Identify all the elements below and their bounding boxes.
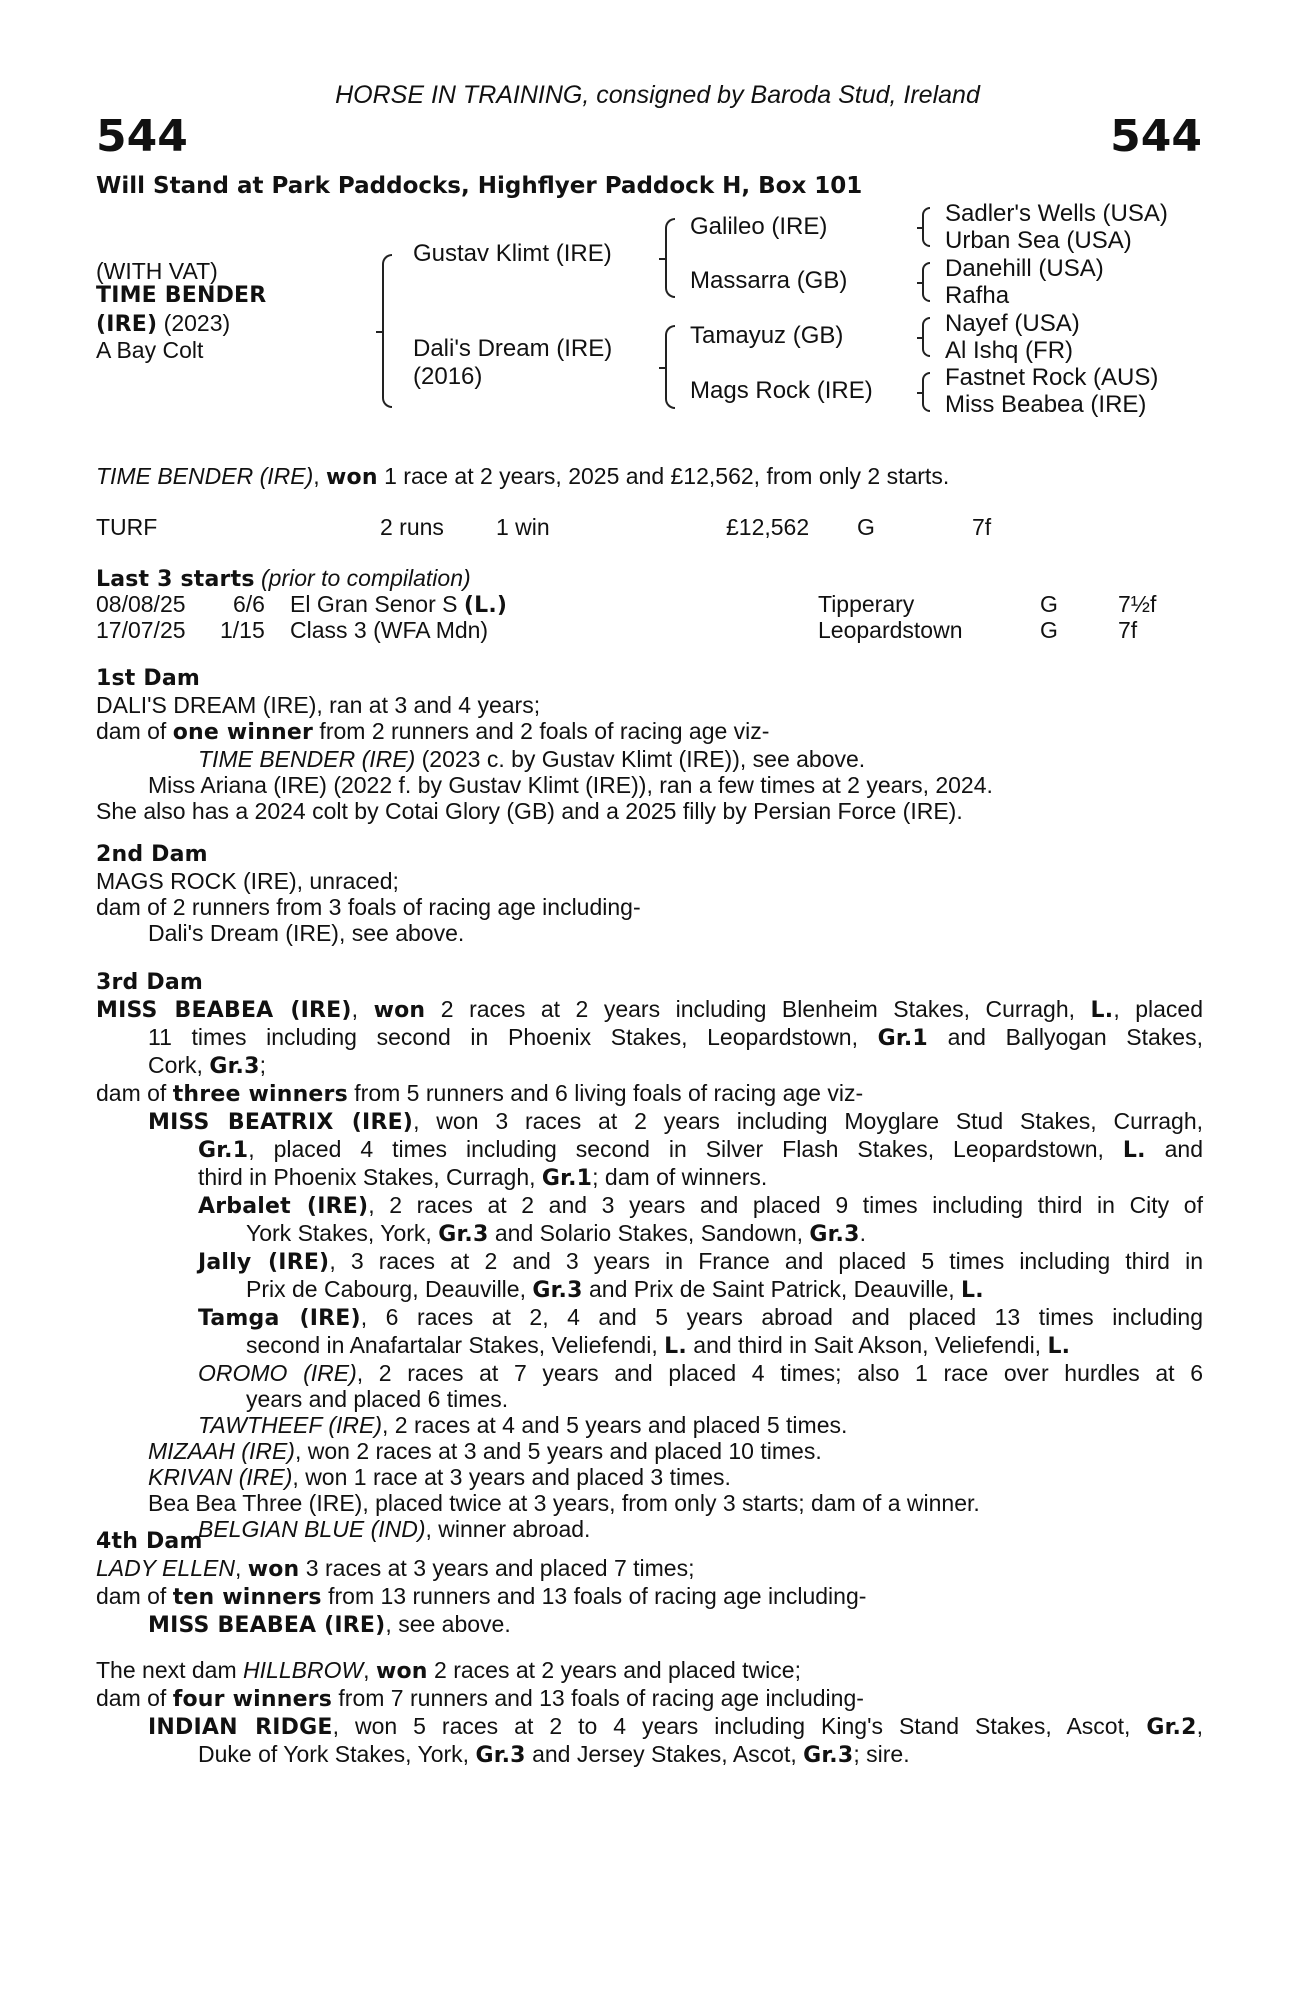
next-dam-line: dam of four winners from 7 runners and 13 foals of racing age including- xyxy=(96,1685,864,1712)
third-dam-line: Cork, Gr.3; xyxy=(148,1052,266,1079)
summary-horse-name: TIME BENDER (IRE) xyxy=(96,463,314,489)
summary-won: won xyxy=(326,465,378,490)
page-header: HORSE IN TRAINING, consigned by Baroda Stud, Ireland xyxy=(335,81,980,109)
dam-year: (2016) xyxy=(413,363,483,390)
next-dam-line: INDIAN RIDGE, won 5 races at 2 to 4 years including King's Stand Stakes, Ascot, Gr.2, xyxy=(148,1713,1203,1740)
first-dam-section xyxy=(96,666,1206,824)
fourth-dam-line: LADY ELLEN, won 3 races at 3 years and placed 7 times; xyxy=(96,1555,695,1582)
start-race-grade: (L.) xyxy=(463,593,508,618)
second-dam-line: MAGS ROCK (IRE), unraced; xyxy=(96,868,399,894)
fourth-dam-section xyxy=(96,1529,1206,1639)
stand-location: Will Stand at Park Paddocks, Highflyer Paddock H, Box 101 xyxy=(96,173,863,199)
start-position: 6/6 xyxy=(233,591,265,617)
first-dam-line: She also has a 2024 colt by Cotai Glory (GB) and a 2025 filly by Persian Force (IRE). xyxy=(96,798,963,824)
second-dam-heading: 2nd Dam xyxy=(96,842,208,867)
ds-dam: Al Ishq (FR) xyxy=(945,337,1074,364)
horse-description: A Bay Colt xyxy=(96,337,204,363)
horse-suffix-year xyxy=(96,310,230,338)
last-starts-heading xyxy=(96,565,471,593)
ss-dam: Urban Sea (USA) xyxy=(945,227,1132,254)
turf-surface: TURF xyxy=(96,514,158,540)
third-dam-heading: 3rd Dam xyxy=(96,970,203,995)
pedigree-brace-sire xyxy=(665,218,675,298)
third-dam-line: KRIVAN (IRE), won 1 race at 3 years and placed 3 times. xyxy=(148,1464,731,1490)
start-distance: 7½f xyxy=(1118,591,1157,617)
horse-suffix: (IRE) xyxy=(96,312,158,337)
third-dam-line: TAWTHEEF (IRE), 2 races at 4 and 5 years and placed 5 times. xyxy=(198,1412,848,1438)
sire: Gustav Klimt (IRE) xyxy=(413,240,612,267)
brace-sd xyxy=(922,262,930,302)
dam-sire: Tamayuz (GB) xyxy=(690,322,844,349)
fourth-dam-heading: 4th Dam xyxy=(96,1529,203,1554)
third-dam-line: York Stakes, York, Gr.3 and Solario Stakes, Sandown, Gr.3. xyxy=(246,1220,867,1247)
start-race xyxy=(290,591,507,619)
third-dam-line: second in Anafartalar Stakes, Veliefendi, L. and third in Sait Akson, Veliefendi, L. xyxy=(246,1332,1071,1359)
pedigree-brace-main xyxy=(382,254,392,408)
start-course: Leopardstown xyxy=(818,617,963,643)
fourth-dam-line: MISS BEABEA (IRE), see above. xyxy=(148,1611,511,1638)
third-dam-line: MIZAAH (IRE), won 2 races at 3 and 5 years and placed 10 times. xyxy=(148,1438,822,1464)
third-dam-line: 11 times including second in Phoenix Stakes, Leopardstown, Gr.1 and Ballyogan Stakes, xyxy=(148,1024,1203,1051)
third-dam-section xyxy=(96,970,1203,1542)
last-starts-title: Last 3 starts xyxy=(96,567,255,592)
ds-sire: Nayef (USA) xyxy=(945,310,1080,337)
third-dam-line: Gr.1, placed 4 times including second in Silver Flash Stakes, Leopardstown, L. and xyxy=(198,1136,1203,1163)
third-dam-line: MISS BEATRIX (IRE), won 3 races at 2 years including Moyglare Stud Stakes, Curragh, xyxy=(148,1108,1204,1135)
second-dam-section xyxy=(96,842,1206,946)
second-dam-line: dam of 2 runners from 3 foals of racing age including- xyxy=(96,894,641,920)
first-dam-line: DALI'S DREAM (IRE), ran at 3 and 4 years; xyxy=(96,692,541,718)
lot-number-left: 544 xyxy=(96,111,188,162)
start-going: G xyxy=(1040,591,1058,617)
turf-prize: £12,562 xyxy=(726,514,810,540)
third-dam-line: MISS BEABEA (IRE), won 2 races at 2 years including Blenheim Stakes, Curragh, L., placed xyxy=(96,996,1203,1023)
turf-distance: 7f xyxy=(972,514,992,540)
start-date: 08/08/25 xyxy=(96,591,186,617)
summary-text: 1 race at 2 years, 2025 and £12,562, from only 2 starts. xyxy=(377,463,950,489)
start-race-name: El Gran Senor S xyxy=(290,591,464,617)
lot-number-right: 544 xyxy=(1110,111,1202,162)
dd-sire: Fastnet Rock (AUS) xyxy=(945,364,1159,391)
sd-sire: Danehill (USA) xyxy=(945,255,1104,282)
third-dam-line: Arbalet (IRE), 2 races at 2 and 3 years and placed 9 times including third in City of xyxy=(198,1192,1203,1219)
race-summary: TIME BENDER (IRE), won 1 race at 2 years, 2025 and £12,562, from only 2 starts. xyxy=(96,463,950,490)
pedigree-brace-dam xyxy=(665,325,675,409)
sire-dam: Massarra (GB) xyxy=(690,267,848,294)
dam: Dali's Dream (IRE) xyxy=(413,335,613,362)
start-date: 17/07/25 xyxy=(96,617,186,643)
dd-dam: Miss Beabea (IRE) xyxy=(945,391,1147,418)
third-dam-line: third in Phoenix Stakes, Curragh, Gr.1; dam of winners. xyxy=(198,1164,768,1191)
first-dam-line: Miss Ariana (IRE) (2022 f. by Gustav Klimt (IRE)), ran a few times at 2 years, 2024. xyxy=(148,772,993,798)
vat-note: (WITH VAT) xyxy=(96,258,218,284)
brace-ds xyxy=(922,317,930,357)
sire-sire: Galileo (IRE) xyxy=(690,213,828,240)
third-dam-line: Prix de Cabourg, Deauville, Gr.3 and Prix de Saint Patrick, Deauville, L. xyxy=(246,1276,984,1303)
next-dam-line: Duke of York Stakes, York, Gr.3 and Jersey Stakes, Ascot, Gr.3; sire. xyxy=(198,1741,910,1768)
brace-dd xyxy=(922,372,930,412)
sd-dam: Rafha xyxy=(945,282,1010,309)
turf-going: G xyxy=(857,514,875,540)
third-dam-line: Jally (IRE), 3 races at 2 and 3 years in France and placed 5 times including third in xyxy=(198,1248,1204,1275)
fourth-dam-line: dam of ten winners from 13 runners and 13 foals of racing age including- xyxy=(96,1583,867,1610)
start-going: G xyxy=(1040,617,1058,643)
brace-ss xyxy=(922,207,930,247)
first-dam-heading: 1st Dam xyxy=(96,666,201,691)
start-race: Class 3 (WFA Mdn) xyxy=(290,617,489,643)
third-dam-line: dam of three winners from 5 runners and 6 living foals of racing age viz- xyxy=(96,1080,864,1107)
second-dam-line: Dali's Dream (IRE), see above. xyxy=(148,920,465,946)
third-dam-line: OROMO (IRE), 2 races at 7 years and placed 4 times; also 1 race over hurdles at 6 xyxy=(198,1360,1203,1386)
third-dam-line: years and placed 6 times. xyxy=(246,1386,509,1412)
start-course: Tipperary xyxy=(818,591,915,617)
start-distance: 7f xyxy=(1118,617,1138,643)
turf-wins: 1 win xyxy=(496,514,550,540)
next-dam-section xyxy=(96,1657,1203,1769)
last-starts-note: (prior to compilation) xyxy=(261,565,471,591)
start-position: 1/15 xyxy=(220,617,265,643)
horse-year: (2023) xyxy=(163,310,231,336)
third-dam-line: Tamga (IRE), 6 races at 2, 4 and 5 years abroad and placed 13 times including xyxy=(198,1304,1203,1331)
third-dam-line: Bea Bea Three (IRE), placed twice at 3 years, from only 3 starts; dam of a winner. xyxy=(148,1490,980,1516)
turf-runs: 2 runs xyxy=(380,514,444,540)
next-dam-line: The next dam HILLBROW, won 2 races at 2 years and placed twice; xyxy=(96,1657,801,1684)
third-dam-line: BELGIAN BLUE (IND), winner abroad. xyxy=(198,1516,591,1542)
first-dam-line: TIME BENDER (IRE) (2023 c. by Gustav Klimt (IRE)), see above. xyxy=(198,746,866,772)
first-dam-line: dam of one winner from 2 runners and 2 foals of racing age viz- xyxy=(96,718,770,745)
horse-name: TIME BENDER xyxy=(96,283,267,308)
ss-sire: Sadler's Wells (USA) xyxy=(945,200,1168,227)
dam-dam: Mags Rock (IRE) xyxy=(690,377,873,404)
